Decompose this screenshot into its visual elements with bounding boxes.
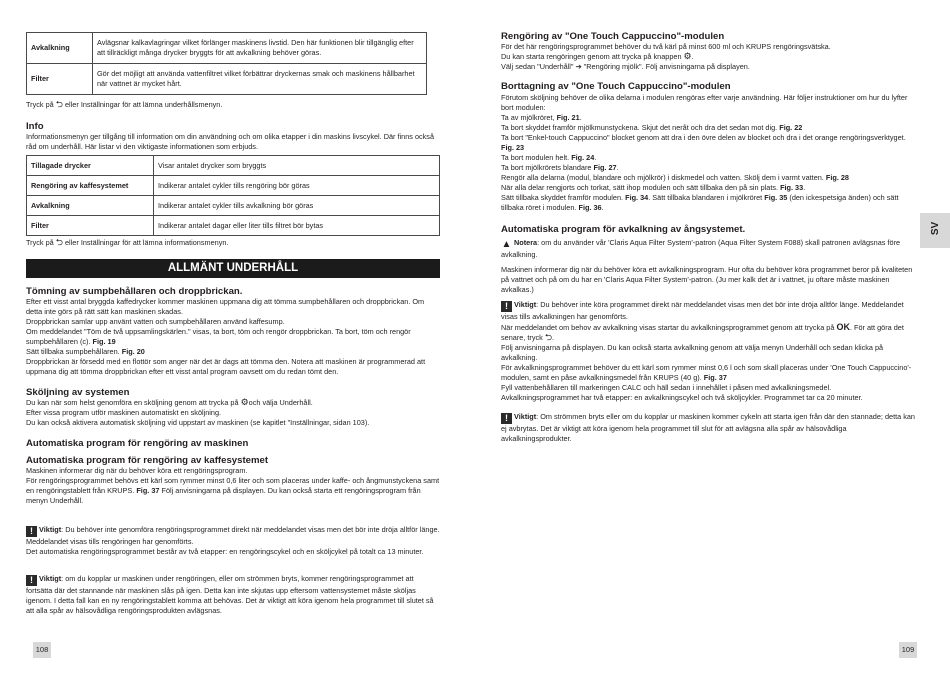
back-arrow-icon: ⮌: [55, 237, 63, 247]
table-key: Filter: [27, 64, 93, 95]
page-number: 108: [33, 642, 51, 658]
table-row: [27, 33, 427, 64]
onetouch-heading: Rengöring av "One Touch Cappuccino"-modulen: [501, 31, 725, 42]
auto-duration: Det automatiska rengöringsprogrammet består av två etapper: en rengöringscykel och en sköljcykel på totalt ca 13 minuter.: [26, 547, 424, 556]
tomning-text: Efter ett visst antal bryggda kaffedrycker kommer maskinen uppmana dig att tömma sumpbehållaren och droppbrickan. Om detta inte görs på rätt sätt kan maskinen skadas. Droppbrickan samlar upp använt vatten och sumpbehållaren använd kaffesump. Om meddelandet "Töm de två uppsamlingskärlen." visas, ta bort, töm och rengör droppbrickan. Ta bort, töm och rengör sumpbehållaren (c). Fig. 19 Sätt tillbaka sumpbehållaren. Fig. 20 Droppbrickan är försedd med en flottör som anger när det är dags att tömma den. Notera att maskinen är programmerad att uppmana dig att tömma droppbrickan efter ett visst antal program oavsett om du redan tömt den.: [26, 297, 426, 376]
gear-icon: ⚙: [240, 397, 249, 407]
table-value: Indikerar antalet cykler tills rengöring bör göras: [154, 176, 440, 196]
info-table: [26, 155, 440, 236]
viktigt-note-1: ! Viktigt: Du behöver inte genomföra rengöringsprogrammet direkt när meddelandet visas men det bör inte dröja alltför länge. Meddelandet visas tills rengöringen har genomförts.: [26, 525, 440, 546]
warning-icon: ▲: [501, 239, 512, 250]
table-row: [27, 196, 440, 216]
section-band: ALLMÄNT UNDERHÅLL: [26, 259, 440, 278]
right-page: [475, 0, 950, 674]
notera-note: ▲ Notera: om du använder vår 'Claris Aqua Filter System'-patron (Aqua Filter System F088) skall patronen avlägsnas före avkalkning.: [501, 238, 901, 259]
table-row: [27, 216, 440, 236]
table-row: [27, 176, 440, 196]
gear-icon: ⚙: [683, 51, 692, 61]
exit-hint: Tryck på ⮌ eller Inställningar för att lämna underhållsmenyn.: [26, 99, 223, 109]
page-number: 109: [899, 642, 917, 658]
ang-heading: Automatiska program för avkalkning av ångsystemet.: [501, 224, 746, 235]
warning-icon: !: [26, 526, 37, 537]
maintenance-table: [26, 32, 427, 95]
ang-text-2: När meddelandet om behov av avkalkning visas startar du avkalkningsprogrammet genom att trycka på OK. För att göra det senare, tryck ⮌. Följ anvisningarna på displayen. Du kan också starta avkalkning genom att välja menyn Underhåll och sedan klicka på avkalkning. För avkalkningsprogrammet behöver du ett kärl som rymmer minst 0,6 l och som skall placeras under 'One Touch Cappuccino'-modulen, samt en påse avkalkningsmedel från KRUPS (40 g). Fig. 37 Fyll vattenbehållaren till markeringen CALC och häll sedan i innehållet i påsen med avkalkningsmedel. Avkalkningsprogrammet har två etapper: en avkalkningscykel och två sköljcykler. Programmet tar ca 20 minuter.: [501, 322, 912, 402]
table-key: Avkalkning: [27, 196, 154, 216]
auto-text: Maskinen informerar dig när du behöver köra ett rengöringsprogram. För rengöringsprogrammet behövs ett kärl som rymmer minst 0,6 liter och som placeras under kaffe- och ångmunstyckena samt en rengöringstablett från KRUPS. Fig. 37 Följ anvisningarna på displayen. Du kan också starta ett rengöringsprogram från menyn Underhåll.: [26, 466, 440, 505]
viktigt-note-2: ! Viktigt: om du kopplar ur maskinen under rengöringen, eller om strömmen bryts, kommer rengöringsprogrammet att fortsätta där det stannande när maskinen slås på igen. Detta kan inte skjutas upp eftersom vattensystemet måste sköljas igenom. I detta fall kan en ny rengöringstablett komma att behövas. Det är viktigt att köra igenom hela programmet till slutet så att alla spår av hälsovådliga rengöringsprodukten avlägsnas.: [26, 574, 434, 615]
table-value: Visar antalet drycker som bryggts: [154, 156, 440, 176]
info-text: Informationsmenyn ger tillgång till information om din användning och om olika etapper i din maskins livscykel. Där finns också råd om underhåll. Här listar vi den viktigaste informationen som erbjuds.: [26, 132, 435, 151]
back-arrow-icon: ⮌: [55, 99, 63, 109]
bort-text: Förutom sköljning behöver de olika delarna i modulen rengöras efter varje användning. Här följer instruktioner om hur du lyfter bort modulen: Ta av mjölkröret, Fig. 21. Ta bort skyddet framför mjölkmunstyckena. Skjut det neråt och dra det sedan mot dig. Fig. 22 Ta bort "Enkel-touch Cappuccino" blocket genom att dra i den övre delen av blocket och dra i det orange rengöringsverktyget. Fig. 23 Ta bort modulen helt. Fig. 24. Ta bort mjölkrörets blandare Fig. 27. Rengör alla delarna (modul, blandare och mjölkrör) i diskmedel och vatten. Skölj dem i varmt vatten. Fig. 28 När alla delar rengjorts och torkat, sätt ihop modulen och sätt tillbaka den på sin plats. Fig. 33. Sätt tillbaka skyddet framför modulen. Fig. 34. Sätt tillbaka blandaren i mjölkröret Fig. 35 (den ickespetsiga änden) och sätt tillbaka röret i modulen. Fig. 36.: [501, 93, 908, 212]
table-value: Avlägsnar kalkavlagringar vilket förlänger maskinens livstid. Den här funktionen blir tillgänglig efter att tillräckligt många drycker bryggts för att avkalkning behöver göras.: [93, 33, 427, 64]
viktigt-note-4: ! Viktigt: Om strömmen bryts eller om du kopplar ur maskinen kommer cykeln att starta igen från där den stannade; detta kan ej avbrytas. Det är viktigt att köra igenom hela programmet till slut för att avlägsna alla spår av hälsovådliga avkalkningsprodukter.: [501, 412, 915, 443]
table-value: Indikerar antalet dagar eller liter tills filtret bör bytas: [154, 216, 440, 236]
skoljning-heading: Sköljning av systemen: [26, 387, 130, 398]
auto-heading: Automatiska program för rengöring av maskinen: [26, 438, 249, 449]
bort-heading: Borttagning av "One Touch Cappuccino"-modulen: [501, 81, 731, 92]
back-arrow-icon: ⮌: [544, 332, 553, 342]
table-value: Indikerar antalet cykler tills avkalkning bör göras: [154, 196, 440, 216]
ang-text-1: Maskinen informerar dig när du behöver köra ett avkalkningsprogram. Hur ofta du behöver köra programmet beror på kvaliteten på vattnet och på om du har en 'Claris Aqua Filter System'-patron. (Ju mer kalk det är i vattnet, ju oftare måste maskinen avkalkas.): [501, 265, 913, 294]
table-key: Rengöring av kaffesystemet: [27, 176, 154, 196]
info-heading: Info: [26, 121, 44, 132]
tomning-heading: Tömning av sumpbehållaren och droppbrickan.: [26, 286, 243, 297]
table-key: Tillagade drycker: [27, 156, 154, 176]
auto-kaffe-heading: Automatiska program för rengöring av kaffesystemet: [26, 455, 269, 466]
table-row: [27, 64, 427, 95]
table-key: Avkalkning: [27, 33, 93, 64]
skoljning-text: Du kan när som helst genomföra en sköljning genom att trycka på ⚙och välja Underhåll. Efter vissa program utför maskinen automatiskt en sköljning. Du kan också aktivera automatisk sköljning vid uppstart av maskinen (se kapitlet "Inställningar, sidan 103).: [26, 397, 370, 427]
warning-icon: !: [26, 575, 37, 586]
warning-icon: !: [501, 301, 512, 312]
language-tab: SV: [920, 213, 950, 248]
table-value: Gör det möjligt att använda vattenfiltret vilket förbättrar dryckernas smak och maskinens hållbarhet när vattnet är mycket hårt.: [93, 64, 427, 95]
table-key: Filter: [27, 216, 154, 236]
onetouch-text: För det här rengöringsprogrammet behöver du två kärl på minst 600 ml och KRUPS rengöringsvätska. Du kan starta rengöringen genom att trycka på knappen ⚙. Välj sedan "Underhåll" ➔ "Rengöring mjölk". Följ anvisningarna på displayen.: [501, 42, 831, 71]
exit-hint-info: Tryck på ⮌ eller Inställningar för att lämna informationsmenyn.: [26, 237, 229, 247]
viktigt-note-3: ! Viktigt: Du behöver inte köra programmet direkt när meddelandet visas men det bör inte dröja alltför länge. Meddelandet visas tills avkalkningen har genomförts.: [501, 300, 904, 321]
table-row: [27, 156, 440, 176]
warning-icon: !: [501, 413, 512, 424]
